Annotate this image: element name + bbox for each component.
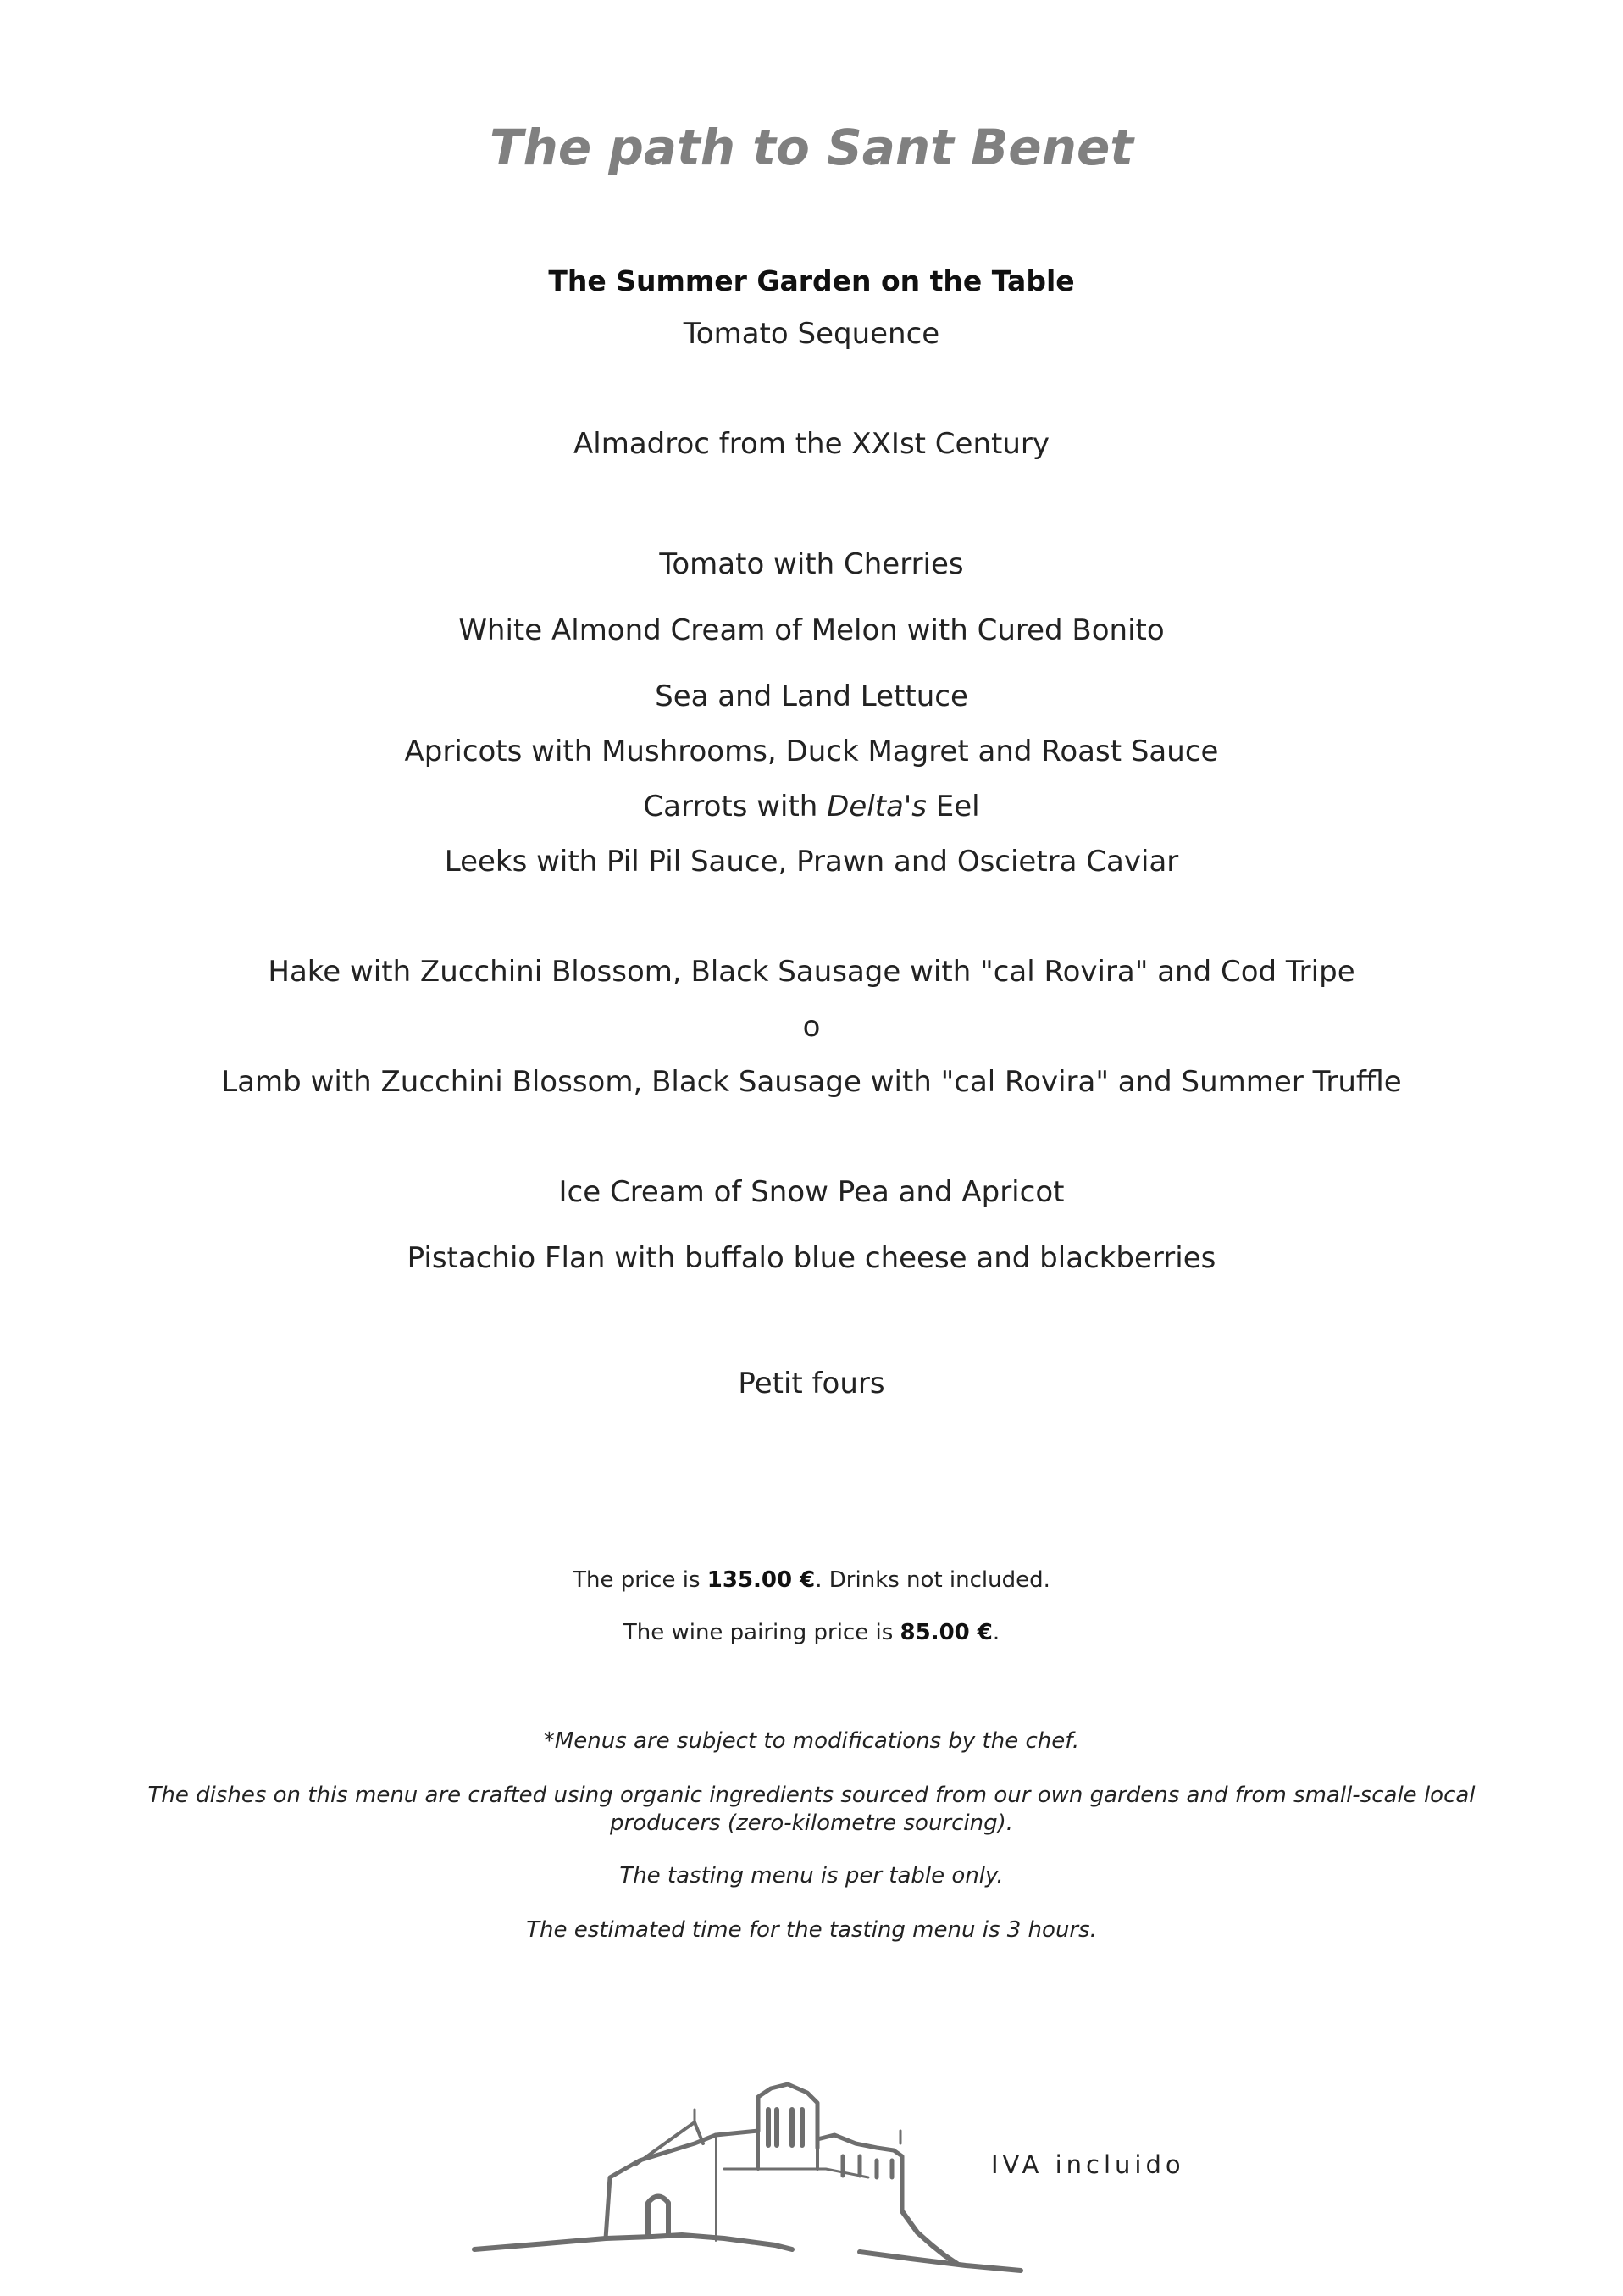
tax-note: IVA incluido: [991, 2150, 1185, 2179]
dish-item: White Almond Cream of Melon with Cured Bonito: [458, 613, 1165, 647]
sourcing-note: The dishes on this menu are crafted using organic ingredients sourced from our own gardens and from small-scale local producers (zero-kilometre sourcing).: [147, 1783, 1476, 1836]
dish-item: Petit fours: [738, 1367, 885, 1400]
wine-price-label: The wine pairing price is: [623, 1620, 900, 1645]
table-note: The tasting menu is per table only.: [619, 1863, 1004, 1888]
dish-item: Sea and Land Lettuce: [655, 679, 968, 713]
dish-text-italic: Delta's: [827, 790, 927, 824]
dish-item: [0, 790, 1623, 824]
dish-text: Eel: [926, 790, 980, 824]
wine-price-value: 85.00 €: [900, 1620, 993, 1645]
menu-price: [0, 1567, 1623, 1593]
wine-price-suffix: .: [992, 1620, 1000, 1645]
choice-separator: o: [802, 1010, 821, 1044]
dish-text: Carrots with: [643, 790, 828, 824]
dish-item: Pistachio Flan with buffalo blue cheese and blackberries: [407, 1241, 1216, 1275]
dish-item: Hake with Zucchini Blossom, Black Sausage with "cal Rovira" and Cod Tripe: [268, 955, 1355, 989]
dish-item: Ice Cream of Snow Pea and Apricot: [558, 1175, 1065, 1209]
dish-item: Almadroc from the XXIst Century: [573, 427, 1050, 461]
price-label: The price is: [573, 1567, 707, 1593]
chef-note: *Menus are subject to modifications by the chef.: [543, 1728, 1080, 1754]
dish-item: Leeks with Pil Pil Sauce, Prawn and Oscietra Caviar: [444, 845, 1179, 879]
wine-pairing-price: [0, 1620, 1623, 1645]
dish-item: Lamb with Zucchini Blossom, Black Sausage with "cal Rovira" and Summer Truffle: [221, 1065, 1402, 1099]
dish-item: Tomato Sequence: [683, 317, 940, 351]
duration-note: The estimated time for the tasting menu is 3 hours.: [526, 1917, 1097, 1943]
price-value: 135.00 €: [706, 1567, 816, 1593]
section-title: The Summer Garden on the Table: [548, 264, 1075, 297]
menu-title: The path to Sant Benet: [489, 119, 1134, 176]
dish-item: Apricots with Mushrooms, Duck Magret and Roast Sauce: [404, 735, 1219, 768]
price-note: . Drinks not included.: [815, 1567, 1050, 1593]
dish-item: Tomato with Cherries: [659, 547, 964, 581]
